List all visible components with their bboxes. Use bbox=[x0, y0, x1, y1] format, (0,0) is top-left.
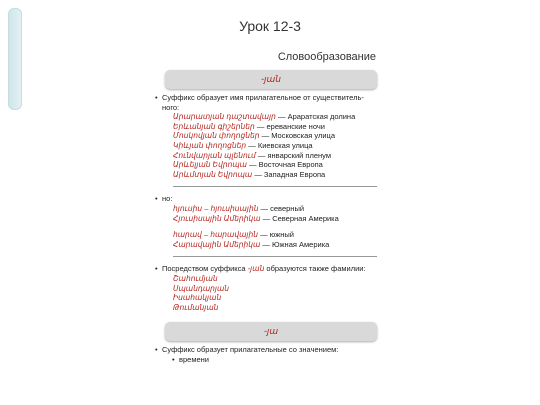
surname-item: Շահումյան bbox=[173, 273, 218, 283]
armenian-phrase: Կիևյան փողոցներ bbox=[173, 140, 247, 150]
translation: — Южная Америка bbox=[260, 239, 330, 249]
sub-rule-text: • времени bbox=[155, 355, 377, 365]
surname-list bbox=[155, 274, 377, 312]
armenian-phrase: Հարավային Ամերիկա bbox=[173, 239, 261, 249]
translation: — Московская улица bbox=[259, 131, 336, 141]
example-line bbox=[155, 230, 377, 240]
divider bbox=[173, 256, 377, 257]
translation: — Западная Европа bbox=[252, 169, 326, 179]
example-line bbox=[155, 122, 377, 132]
example-line bbox=[155, 131, 377, 141]
example-line bbox=[155, 240, 377, 250]
armenian-phrase: Մոսկովյան փողոցներ bbox=[173, 131, 260, 141]
rule-text-part: образуются также фамилии: bbox=[264, 264, 366, 274]
surname-item: Թումանյան bbox=[173, 302, 219, 312]
surname-item: Սպանդարյան bbox=[173, 283, 230, 293]
exception-label: • но: bbox=[155, 194, 377, 204]
surname-item: Իսահակյան bbox=[173, 293, 222, 303]
translation: — Северная Америка bbox=[260, 213, 339, 223]
suffix-box-yan: -յան bbox=[165, 70, 377, 89]
example-line bbox=[155, 151, 377, 161]
armenian-phrase: հյուսիս – հյուսիսային bbox=[173, 203, 259, 213]
translation: — ереванские ночи bbox=[254, 121, 325, 131]
armenian-phrase: Արարատյան դաշտավայր bbox=[173, 112, 276, 122]
rule-text-part: Посредством суффикса bbox=[162, 264, 248, 274]
translation: — Киевская улица bbox=[246, 140, 313, 150]
example-line bbox=[155, 160, 377, 170]
armenian-phrase: Արևմտյան Եվրոպա bbox=[173, 169, 253, 179]
example-line bbox=[155, 141, 377, 151]
armenian-phrase: Երևանյան գիշերներ bbox=[173, 121, 255, 131]
surname-rule-text bbox=[155, 264, 377, 274]
translation: — Араратская долина bbox=[275, 112, 356, 122]
example-line bbox=[155, 170, 377, 180]
armenian-phrase: Հյուսիսային Ամերիկա bbox=[173, 213, 261, 223]
example-line bbox=[155, 204, 377, 214]
example-line bbox=[155, 214, 377, 224]
example-line bbox=[155, 112, 377, 122]
rule-text: • Суффикс образует прилагательные со значением: bbox=[155, 345, 377, 355]
translation: — Восточная Европа bbox=[246, 160, 323, 170]
divider bbox=[173, 186, 377, 187]
example-list bbox=[155, 112, 377, 179]
page-title: Урок 12-3 bbox=[239, 18, 301, 34]
translation: — южный bbox=[257, 230, 294, 240]
section-title: Словообразование bbox=[277, 51, 376, 63]
translation: — северный bbox=[258, 203, 305, 213]
armenian-phrase: Հունվարյան պլենում bbox=[173, 150, 256, 160]
translation: — январский пленум bbox=[255, 150, 331, 160]
suffix-inline: -յան bbox=[247, 264, 265, 274]
armenian-phrase: հարավ – հարավային bbox=[173, 230, 258, 240]
armenian-phrase: Արևելյան Եվրոպա bbox=[173, 160, 247, 170]
rule-text: • Суффикс образует имя прилагательное от существитель-ного: bbox=[155, 93, 377, 112]
lesson-content bbox=[155, 70, 377, 364]
suffix-box-ya: -յա bbox=[165, 322, 377, 341]
